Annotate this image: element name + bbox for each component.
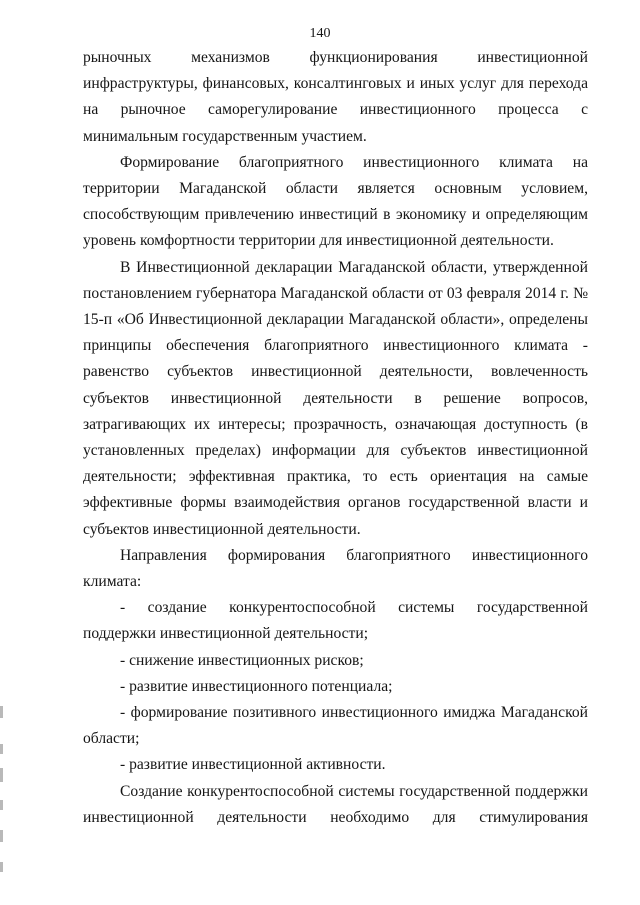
scan-edge-mark	[0, 830, 3, 842]
paragraph-declaration: В Инвестиционной декларации Магаданской области, утвержденной постановлением губернатора Магаданской области от 03 февраля 2014 г. № 15-п «Об Инвестиционной декларации Магаданской области», определены принципы обеспечения благоприятного инвестиционного климата - равенство субъектов инвестиционной деятельности, вовлеченность субъектов инвестиционной деятельности в решение вопросов, затрагивающих их интересы; прозрачность, означающая доступность (в установленных пределах) информации для субъектов инвестиционной деятельности; эффективная практика, то есть ориентация на самые эффективные формы взаимодействия органов государственной власти и субъектов инвестиционной деятельности.	[83, 258, 588, 538]
scan-edge-mark	[0, 744, 3, 754]
document-body	[83, 45, 588, 831]
paragraph-infrastructure: рыночных механизмов функционирования инвестиционной инфраструктуры, финансовых, консалтинговых и иных услуг для перехода на рыночное саморегулирование инвестиционного процесса с минимальным государственным участием.	[83, 49, 588, 145]
list-item-activity: - развитие инвестиционной активности.	[120, 756, 386, 774]
paragraph-directions-heading: Направления формирования благоприятного инвестиционного климата:	[83, 546, 588, 591]
scan-edge-mark	[0, 800, 3, 810]
paragraph-competitive-system: Создание конкурентоспособной системы государственной поддержки инвестиционной деятельности необходимо для стимулирования	[83, 782, 588, 826]
scan-edge-mark	[0, 862, 3, 872]
list-item-state-support: - создание конкурентоспособной системы государственной поддержки инвестиционной деятельности;	[83, 599, 588, 643]
list-item-potential: - развитие инвестиционного потенциала;	[120, 677, 393, 695]
list-item-image: - формирование позитивного инвестиционного имиджа Магаданской области;	[83, 704, 588, 748]
page-number: 140	[309, 26, 331, 41]
scan-edge-mark	[0, 768, 3, 782]
list-item-risk-reduction: - снижение инвестиционных рисков;	[120, 651, 364, 669]
paragraph-investment-climate: Формирование благоприятного инвестиционного климата на территории Магаданской области является основным условием, способствующим привлечению инвестиций в экономику и определяющим уровень комфортности территории для инвестиционной деятельности.	[83, 153, 588, 250]
scan-edge-mark	[0, 706, 3, 718]
